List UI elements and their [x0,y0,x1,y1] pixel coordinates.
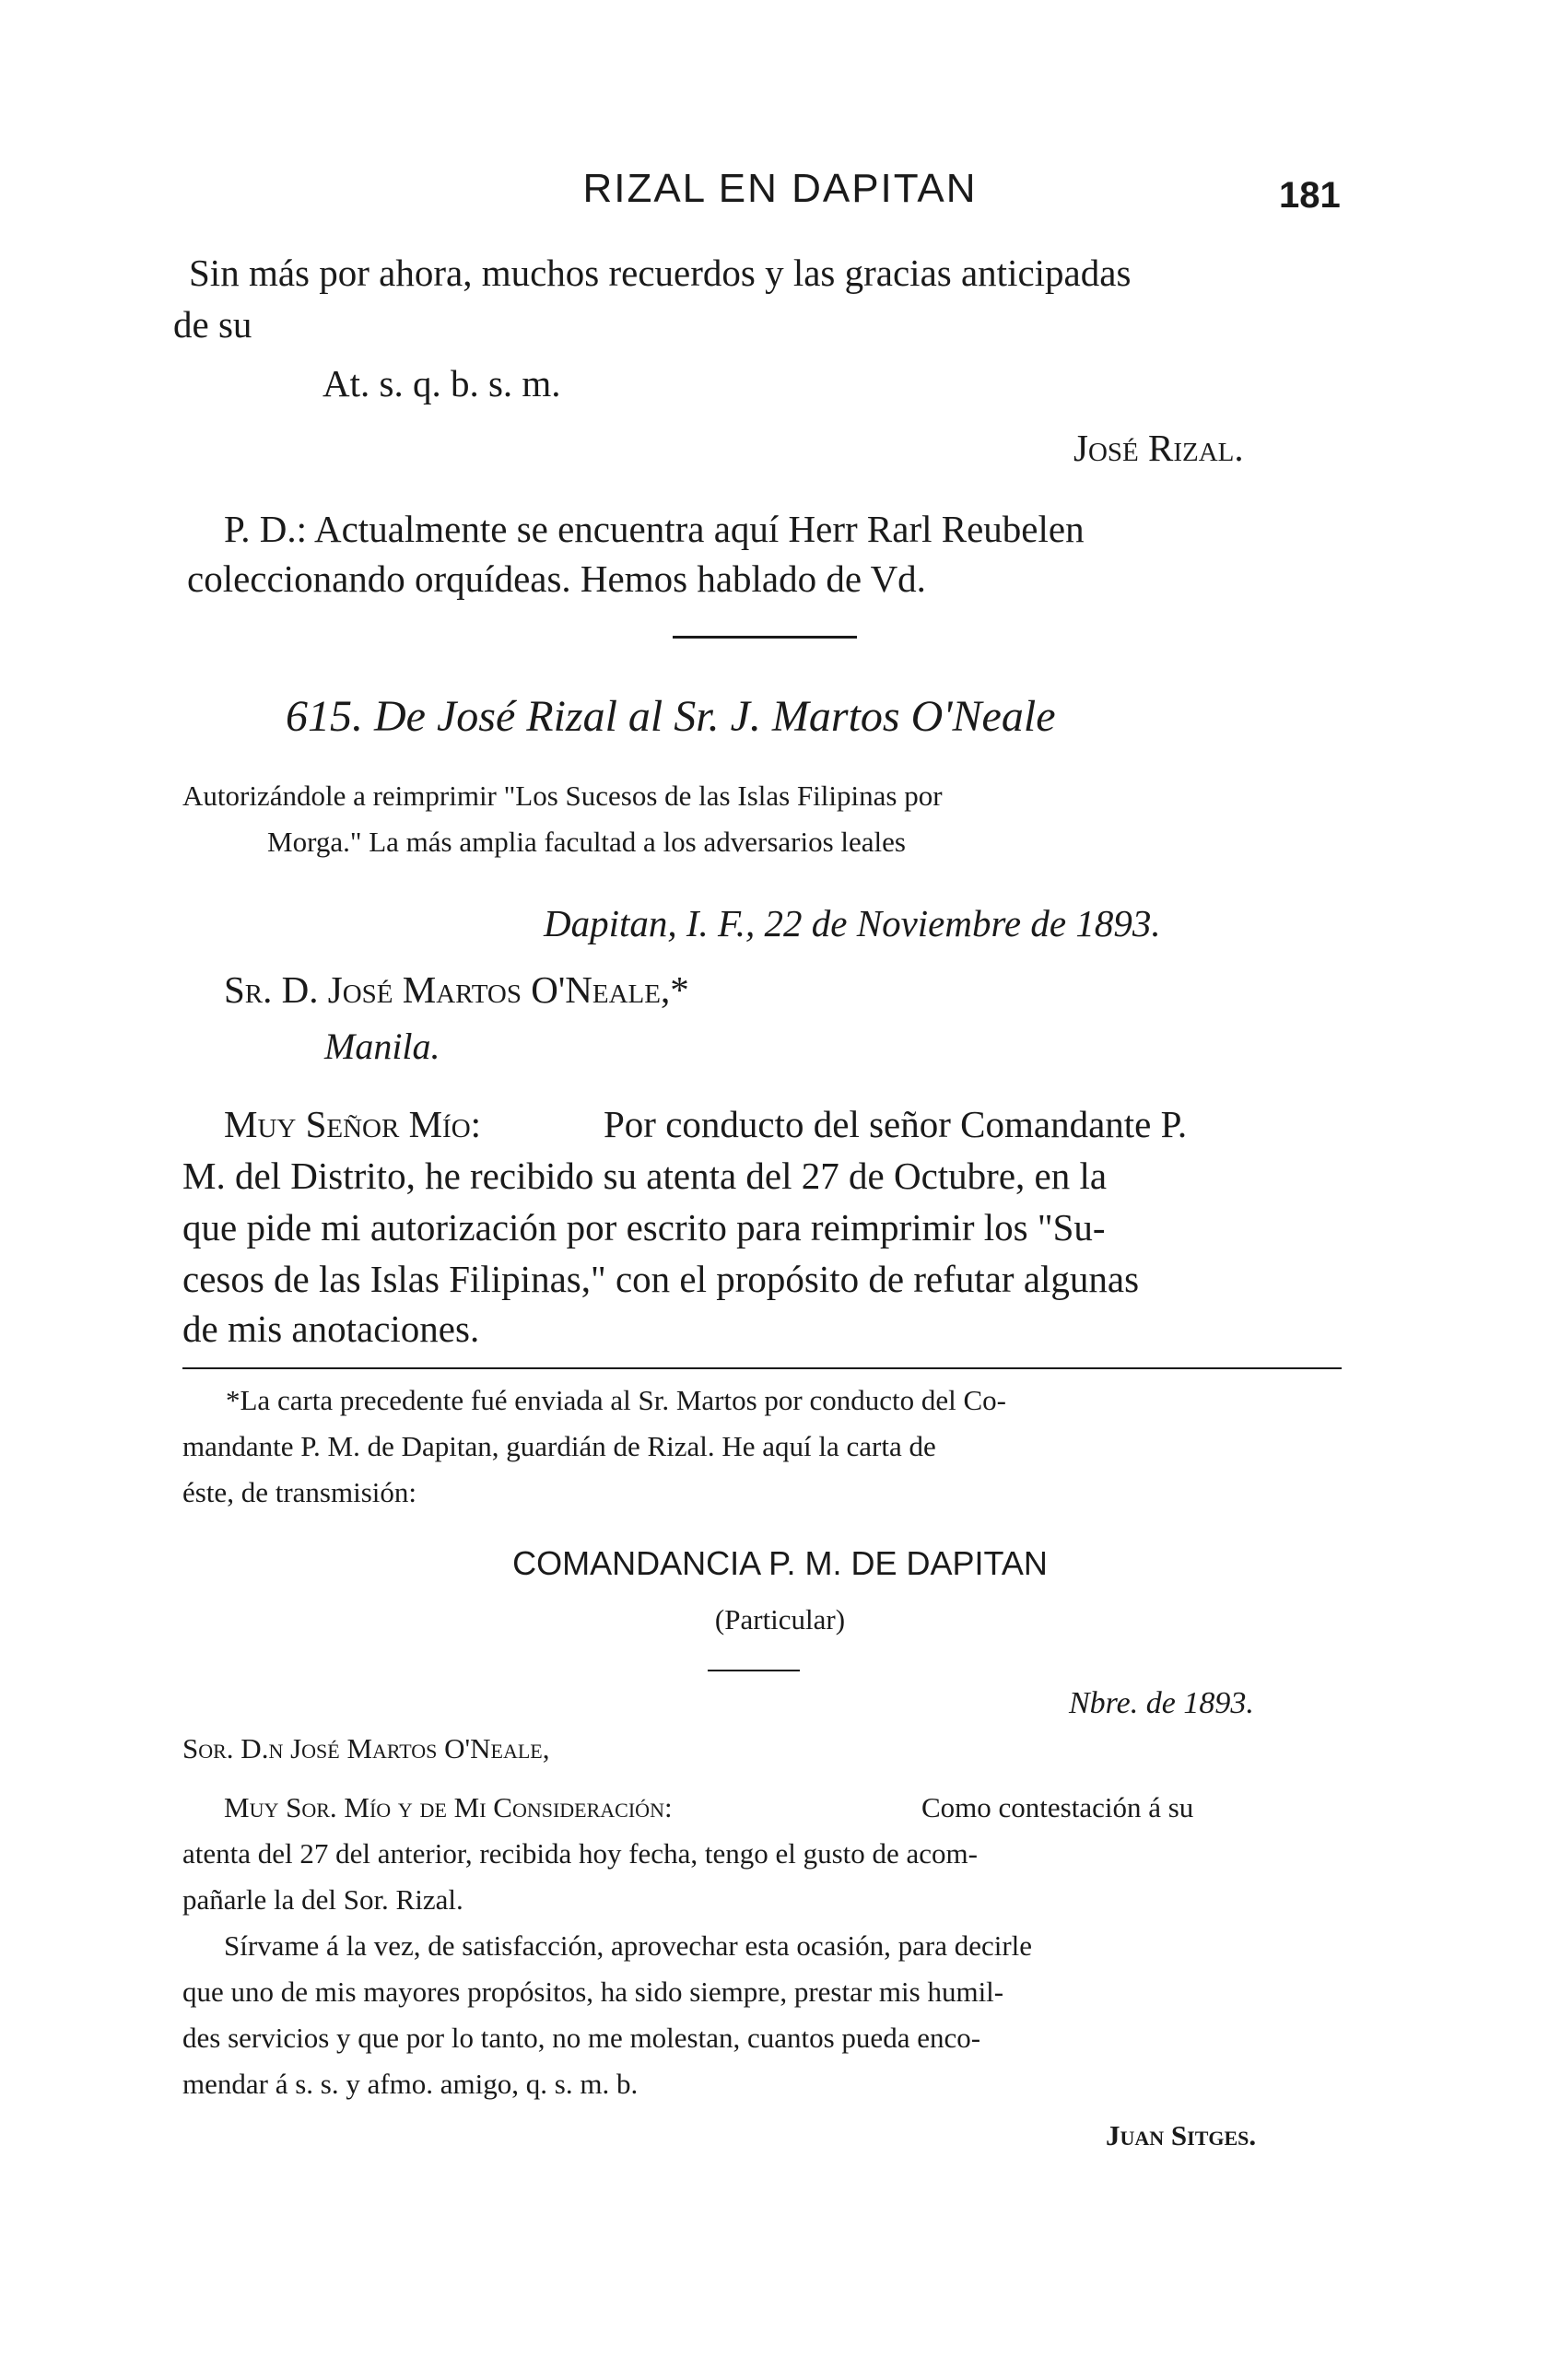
letter-body-line: que pide mi autorización por escrito para reimprimir los "Su- [182,1206,1106,1249]
letter-body-line: cesos de las Islas Filipinas," con el propósito de refutar algunas [182,1258,1140,1300]
footnote-signature: Juan Sitges. [1106,2119,1257,2151]
footnote-heading: COMANDANCIA P. M. DE DAPITAN [512,1544,1048,1582]
closing-line: de su [173,303,252,346]
letter-summary-line: Morga." La más amplia facultad a los adversarios leales [267,826,906,858]
letter-summary-line: Autorizándole a reimprimir "Los Sucesos de las Islas Filipinas por [182,780,943,812]
footnote-para-line: mendar á s. s. y afmo. amigo, q. s. m. b. [182,2068,639,2100]
letter-body-line: Por conducto del señor Comandante P. [604,1103,1188,1145]
footnote-para-line: Como contestación á su [921,1791,1194,1823]
letter-body-line: M. del Distrito, he recibido su atenta del 27 de Octubre, en la [182,1155,1108,1197]
footnote-line: *La carta precedente fué enviada al Sr. Martos por conducto del Co- [226,1384,1006,1416]
closing-line: Sin más por ahora, muchos recuerdos y las gracias anticipadas [189,252,1132,294]
letter-title: 615. De José Rizal al Sr. J. Martos O'Neale [286,692,1056,741]
footnote-subheading: (Particular) [714,1603,846,1636]
footnote-divider [708,1670,800,1671]
section-divider [673,636,857,639]
letter-place-date: Dapitan, I. F., 22 de Noviembre de 1893. [544,902,1161,944]
signature-rizal: José Rizal. [1073,427,1244,469]
footnote-addressee: Sor. D.n José Martos O'Neale, [182,1732,550,1764]
footnote-line: mandante P. M. de Dapitan, guardián de Rizal. He aquí la carta de [182,1430,936,1462]
page-number: 181 [1279,175,1341,216]
closing-formula: At. s. q. b. s. m. [323,362,561,404]
footnote-para-line: Sírvame á la vez, de satisfacción, aprovechar esta ocasión, para decirle [224,1929,1033,1962]
footnote-para-line: que uno de mis mayores propósitos, ha sido siempre, prestar mis humil- [182,1976,1004,2008]
footnote-para-line: des servicios y que por lo tanto, no me molestan, cuantos pueda enco- [182,2022,981,2054]
running-title: RIZAL EN DAPITAN [582,166,978,211]
postscript-line: P. D.: Actualmente se encuentra aquí Herr Rarl Reubelen [224,508,1085,550]
footnote-salutation: Muy Sor. Mío y de Mi Consideración: [224,1791,673,1823]
footnote-para-line: atenta del 27 del anterior, recibida hoy fecha, tengo el gusto de acom- [182,1837,978,1870]
letter-addressee: Sr. D. José Martos O'Neale,* [224,968,689,1011]
footnote-date: Nbre. de 1893. [1069,1686,1254,1720]
footnote-rule [182,1367,1342,1369]
letter-body-line: de mis anotaciones. [182,1307,480,1350]
footnote-line: éste, de transmisión: [182,1476,416,1508]
postscript-line: coleccionando orquídeas. Hemos hablado de Vd. [187,557,926,600]
letter-city: Manila. [324,1026,440,1067]
footnote-para-line: pañarle la del Sor. Rizal. [182,1883,463,1916]
letter-salutation: Muy Señor Mío: [224,1103,482,1145]
